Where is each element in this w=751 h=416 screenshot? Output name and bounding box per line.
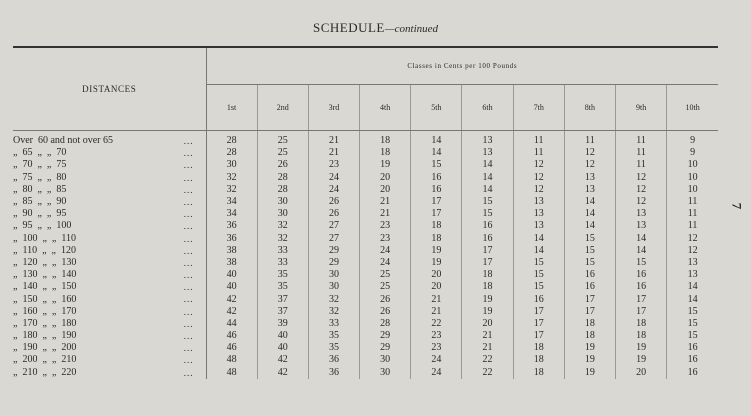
leader-dots: ... [183, 257, 194, 268]
rate-cell: 30 [257, 208, 308, 220]
rate-cell: 30 [360, 354, 411, 366]
distance-range-label: „ 90 „ „ 95 [13, 208, 67, 220]
rate-cell: 22 [462, 354, 513, 366]
rate-cell: 13 [513, 196, 564, 208]
rate-cell: 35 [257, 269, 308, 281]
rate-cell: 20 [360, 172, 411, 184]
distance-range-label: „ 150 „ „ 160 [13, 293, 77, 305]
rate-cell: 15 [564, 245, 615, 257]
leader-dots: ... [183, 221, 194, 232]
distance-range-label: „ 210 „ „ 220 [13, 366, 77, 378]
rate-cell: 25 [257, 147, 308, 159]
class-column-header: 1st [206, 85, 257, 131]
distance-range-cell [13, 354, 206, 366]
rate-cell: 26 [308, 208, 359, 220]
rate-cell: 15 [687, 317, 698, 329]
rate-cell: 42 [206, 306, 257, 318]
class-column-header: 3rd [308, 85, 359, 131]
rate-cell: 13 [564, 184, 615, 196]
rate-cell: 12 [513, 172, 564, 184]
distance-range-label: „ 110 „ „ 120 [13, 244, 76, 256]
rate-cell: 15 [564, 257, 615, 269]
rate-cell: 24 [411, 354, 462, 366]
rate-cell: 18 [616, 330, 667, 342]
rate-cell: 13 [462, 131, 513, 148]
rate-cell: 13 [616, 220, 667, 232]
rate-cell: 26 [257, 159, 308, 171]
table-row [13, 330, 718, 342]
rate-cell: 23 [308, 159, 359, 171]
rate-cell: 35 [308, 342, 359, 354]
rate-cell: 23 [411, 330, 462, 342]
distance-range-cell [13, 131, 206, 148]
rate-cell: 36 [308, 367, 359, 379]
rate-cell: 13 [513, 208, 564, 220]
rate-cell: 26 [360, 306, 411, 318]
rate-cell: 19 [564, 342, 615, 354]
table-row [13, 159, 718, 171]
rate-cell: 21 [308, 147, 359, 159]
rate-cell: 11 [616, 147, 667, 159]
rate-cell: 10 [687, 171, 698, 183]
rate-cell: 14 [462, 159, 513, 171]
rate-cell: 30 [308, 281, 359, 293]
rate-cell: 12 [616, 196, 667, 208]
rate-cell: 23 [360, 220, 411, 232]
table-row [13, 208, 718, 220]
distance-range-label: „ 120 „ „ 130 [13, 256, 77, 268]
leader-dots: ... [183, 148, 194, 159]
leader-dots: ... [183, 355, 194, 366]
distance-range-label: „ 65 „ „ 70 [13, 147, 67, 159]
distance-range-cell [13, 342, 206, 354]
rate-cell: 14 [564, 208, 615, 220]
rate-cell: 13 [564, 172, 615, 184]
rate-cell: 19 [360, 159, 411, 171]
rate-cell: 14 [564, 220, 615, 232]
rate-cell: 18 [462, 281, 513, 293]
rate-cell: 33 [257, 257, 308, 269]
class-column-header: 5th [411, 85, 462, 131]
table-row [13, 220, 718, 232]
rate-cell: 24 [308, 184, 359, 196]
rate-cell: 17 [513, 306, 564, 318]
rate-cell: 42 [257, 367, 308, 379]
rate-cell: 32 [308, 306, 359, 318]
rate-cell: 28 [257, 172, 308, 184]
rate-cell: 13 [616, 208, 667, 220]
rate-cell: 21 [360, 208, 411, 220]
distance-range-cell [13, 306, 206, 318]
distance-range-label: „ 160 „ „ 170 [13, 305, 77, 317]
rate-cell: 28 [206, 147, 257, 159]
leader-dots: ... [183, 160, 194, 171]
rate-cell: 40 [257, 330, 308, 342]
rate-cell: 40 [206, 269, 257, 281]
rate-cell: 18 [513, 342, 564, 354]
distance-range-cell [13, 281, 206, 293]
rate-cell: 21 [308, 131, 359, 148]
rate-cell: 23 [411, 342, 462, 354]
rate-cell: 18 [360, 147, 411, 159]
rate-cell: 18 [513, 367, 564, 379]
rate-cell: 16 [462, 233, 513, 245]
rate-cell: 19 [411, 257, 462, 269]
table-row [13, 257, 718, 269]
leader-dots: ... [183, 270, 194, 281]
distance-range-cell [13, 269, 206, 281]
distance-range-label: „ 70 „ „ 75 [13, 159, 67, 171]
rate-cell: 48 [206, 354, 257, 366]
rate-cell: 37 [257, 293, 308, 305]
rate-cell: 15 [462, 196, 513, 208]
rate-cell: 34 [206, 196, 257, 208]
distance-range-cell [13, 318, 206, 330]
rate-cell: 21 [411, 293, 462, 305]
table-row [13, 281, 718, 293]
rate-cell: 16 [462, 220, 513, 232]
distance-range-cell [13, 293, 206, 305]
class-column-header: 4th [360, 85, 411, 131]
rate-cell: 24 [360, 245, 411, 257]
rate-cell: 17 [462, 245, 513, 257]
rate-cell: 17 [564, 293, 615, 305]
rate-cell: 15 [687, 305, 698, 317]
class-column-header: 8th [564, 85, 615, 131]
rate-cell: 21 [462, 330, 513, 342]
rate-cell: 26 [308, 196, 359, 208]
rate-cell: 11 [687, 208, 698, 220]
rate-cell: 30 [257, 196, 308, 208]
rate-cell: 13 [462, 147, 513, 159]
rate-cell: 25 [360, 269, 411, 281]
page-number: 7 [729, 202, 745, 210]
rate-cell: 11 [513, 131, 564, 148]
distance-range-label: „ 95 „ „ 100 [13, 220, 72, 232]
rate-cell: 28 [257, 184, 308, 196]
rate-cell: 12 [687, 244, 698, 256]
rate-cell: 15 [616, 257, 667, 269]
distance-range-cell [13, 233, 206, 245]
table-row [13, 131, 718, 148]
rate-cell: 27 [308, 220, 359, 232]
class-column-header: 9th [616, 85, 667, 131]
rate-cell: 28 [206, 131, 257, 148]
rate-cell: 18 [564, 330, 615, 342]
rate-cell: 24 [308, 172, 359, 184]
rate-cell: 17 [564, 306, 615, 318]
rate-cell: 39 [257, 318, 308, 330]
rate-cell: 18 [360, 131, 411, 148]
distance-range-label: „ 75 „ „ 80 [13, 171, 67, 183]
rate-cell: 29 [308, 245, 359, 257]
distance-range-label: „ 85 „ „ 90 [13, 196, 67, 208]
rate-cell: 14 [687, 281, 698, 293]
rate-cell: 13 [687, 269, 698, 281]
rate-cell: 34 [206, 208, 257, 220]
rate-cell: 21 [462, 342, 513, 354]
table-row [13, 342, 718, 354]
distances-header: DISTANCES [13, 47, 206, 131]
title-main: SCHEDULE [312, 20, 385, 35]
rate-cell: 15 [513, 281, 564, 293]
rate-cell: 11 [687, 220, 698, 232]
rate-cell: 17 [513, 330, 564, 342]
rate-cell: 24 [360, 257, 411, 269]
rate-cell: 10 [687, 159, 698, 171]
rate-cell: 48 [206, 367, 257, 379]
rate-cell: 32 [308, 293, 359, 305]
rate-cell: 19 [616, 342, 667, 354]
distance-range-cell [13, 147, 206, 159]
rate-cell: 20 [411, 269, 462, 281]
page-title [0, 20, 751, 36]
rate-cell: 33 [308, 318, 359, 330]
distance-range-cell [13, 172, 206, 184]
rate-cell: 46 [206, 330, 257, 342]
rate-cell: 35 [308, 330, 359, 342]
rate-cell: 16 [616, 281, 667, 293]
leader-dots: ... [183, 233, 194, 244]
rate-cell: 19 [462, 293, 513, 305]
rate-cell: 15 [513, 257, 564, 269]
table-row [13, 233, 718, 245]
leader-dots: ... [183, 184, 194, 195]
distance-range-cell [13, 159, 206, 171]
leader-dots: ... [183, 136, 194, 146]
rate-cell: 19 [411, 245, 462, 257]
rate-cell: 32 [206, 184, 257, 196]
class-column-header: 2nd [257, 85, 308, 131]
rate-cell: 35 [257, 281, 308, 293]
rate-cell: 14 [411, 147, 462, 159]
rate-cell: 22 [462, 367, 513, 379]
rate-cell: 14 [411, 131, 462, 148]
distance-range-label: „ 80 „ „ 85 [13, 183, 67, 195]
distance-range-label: „ 190 „ „ 200 [13, 342, 77, 354]
rate-cell: 14 [462, 172, 513, 184]
rate-cell: 25 [257, 131, 308, 148]
rate-cell: 12 [564, 159, 615, 171]
rate-cell: 37 [257, 306, 308, 318]
rate-cell: 38 [206, 245, 257, 257]
rate-cell: 15 [513, 269, 564, 281]
rate-cell: 40 [257, 342, 308, 354]
rate-cell: 12 [687, 232, 698, 244]
rate-cell: 23 [360, 233, 411, 245]
table-row [13, 147, 718, 159]
rate-cell: 22 [411, 318, 462, 330]
rate-cell: 30 [360, 367, 411, 379]
rate-cell: 16 [616, 269, 667, 281]
distance-range-cell [13, 184, 206, 196]
rate-cell: 12 [616, 172, 667, 184]
rate-cell: 18 [411, 220, 462, 232]
rate-cell: 36 [206, 233, 257, 245]
distance-range-cell [13, 245, 206, 257]
rate-cell: 16 [687, 366, 698, 378]
rate-cell: 14 [564, 196, 615, 208]
rate-cell: 14 [462, 184, 513, 196]
rate-cell: 16 [513, 293, 564, 305]
rate-cell: 36 [308, 354, 359, 366]
leader-dots: ... [183, 331, 194, 341]
table-row [13, 172, 718, 184]
distance-range-label: „ 100 „ „ 110 [13, 232, 76, 244]
rate-cell: 42 [206, 293, 257, 305]
rate-cell: 16 [564, 281, 615, 293]
rate-cell: 16 [411, 184, 462, 196]
distance-range-cell [13, 208, 206, 220]
leader-dots: ... [183, 196, 194, 207]
classes-header: Classes in Cents per 100 Pounds [206, 47, 718, 85]
rate-cell: 20 [616, 367, 667, 379]
table-row [13, 184, 718, 196]
rate-cell: 13 [687, 256, 698, 268]
rate-cell: 44 [206, 318, 257, 330]
rate-cell: 33 [257, 245, 308, 257]
leader-dots: ... [183, 282, 194, 293]
rate-cell: 20 [462, 318, 513, 330]
rate-cell: 18 [564, 318, 615, 330]
rate-cell: 28 [360, 318, 411, 330]
rate-cell: 38 [206, 257, 257, 269]
class-column-header: 10th [667, 85, 718, 131]
rate-cell: 42 [257, 354, 308, 366]
rate-cell: 14 [616, 245, 667, 257]
distance-range-label: „ 140 „ „ 150 [13, 281, 77, 293]
rate-cell: 16 [411, 172, 462, 184]
leader-dots: ... [183, 318, 194, 329]
rate-cell: 16 [687, 354, 698, 366]
rate-cell: 30 [206, 159, 257, 171]
rate-cell: 12 [513, 159, 564, 171]
class-column-header: 7th [513, 85, 564, 131]
rate-cell: 18 [616, 318, 667, 330]
rate-cell: 17 [411, 196, 462, 208]
rate-schedule-table [13, 46, 718, 379]
table-row [13, 245, 718, 257]
rate-cell: 46 [206, 342, 257, 354]
rate-cell: 15 [411, 159, 462, 171]
rate-cell: 24 [411, 367, 462, 379]
rate-cell: 15 [564, 233, 615, 245]
table-row [13, 293, 718, 305]
rate-cell: 32 [257, 220, 308, 232]
distance-range-cell [13, 257, 206, 269]
rate-cell: 17 [411, 208, 462, 220]
table-row [13, 367, 718, 379]
rate-cell: 18 [513, 354, 564, 366]
distance-range-label: „ 200 „ „ 210 [13, 354, 77, 366]
distance-range-label: „ 180 „ „ 190 [13, 330, 77, 342]
distance-range-cell [13, 330, 206, 342]
rate-cell: 18 [462, 269, 513, 281]
rate-cell: 40 [206, 281, 257, 293]
rate-cell: 32 [206, 172, 257, 184]
rate-cell: 17 [616, 306, 667, 318]
rate-cell: 19 [564, 354, 615, 366]
rate-cell: 20 [360, 184, 411, 196]
rate-cell: 14 [616, 233, 667, 245]
distance-range-label: „ 130 „ „ 140 [13, 269, 77, 281]
table-row [13, 354, 718, 366]
rate-cell: 29 [308, 257, 359, 269]
leader-dots: ... [183, 294, 194, 305]
rate-cell: 20 [411, 281, 462, 293]
class-column-header: 6th [462, 85, 513, 131]
title-suffix: —continued [384, 23, 439, 35]
rate-cell: 19 [616, 354, 667, 366]
rate-cell: 18 [411, 233, 462, 245]
rate-cell: 11 [616, 159, 667, 171]
rate-cell: 11 [616, 131, 667, 148]
distance-range-label: „ 170 „ „ 180 [13, 317, 77, 329]
rate-cell: 12 [564, 147, 615, 159]
rate-cell: 19 [462, 306, 513, 318]
rate-cell: 11 [687, 196, 698, 208]
rate-cell: 36 [206, 220, 257, 232]
rate-cell: 30 [308, 269, 359, 281]
rate-cell: 21 [360, 196, 411, 208]
rate-cell: 25 [360, 281, 411, 293]
rate-cell: 14 [513, 233, 564, 245]
table-row [13, 196, 718, 208]
rate-cell: 9 [690, 147, 696, 159]
table-row [13, 306, 718, 318]
leader-dots: ... [183, 172, 194, 183]
distance-range-cell [13, 367, 206, 379]
rate-cell: 16 [687, 342, 698, 354]
rate-cell: 17 [462, 257, 513, 269]
rate-cell: 32 [257, 233, 308, 245]
rate-cell: 14 [513, 245, 564, 257]
rate-cell: 13 [513, 220, 564, 232]
leader-dots: ... [183, 245, 194, 256]
rate-cell: 17 [616, 293, 667, 305]
rate-cell: 14 [687, 293, 698, 305]
rate-cell: 11 [513, 147, 564, 159]
rate-cell: 15 [462, 208, 513, 220]
rate-cell: 26 [360, 293, 411, 305]
distance-range-cell [13, 196, 206, 208]
leader-dots: ... [183, 343, 194, 354]
rate-cell: 17 [513, 318, 564, 330]
distance-range-label: Over 60 and not over 65 [13, 135, 113, 147]
rate-cell: 16 [564, 269, 615, 281]
rate-cell: 29 [360, 330, 411, 342]
rate-cell: 15 [687, 330, 698, 342]
rate-cell: 21 [411, 306, 462, 318]
rate-cell: 11 [564, 131, 615, 148]
distance-range-cell [13, 220, 206, 232]
table-row [13, 318, 718, 330]
rate-cell: 12 [616, 184, 667, 196]
rate-cell: 9 [690, 135, 696, 147]
rate-cell: 29 [360, 342, 411, 354]
rate-cell: 10 [687, 183, 698, 195]
leader-dots: ... [183, 367, 194, 378]
rate-cell: 12 [513, 184, 564, 196]
leader-dots: ... [183, 209, 194, 220]
leader-dots: ... [183, 306, 194, 317]
table-row [13, 269, 718, 281]
rate-cell: 19 [564, 367, 615, 379]
rate-cell: 27 [308, 233, 359, 245]
